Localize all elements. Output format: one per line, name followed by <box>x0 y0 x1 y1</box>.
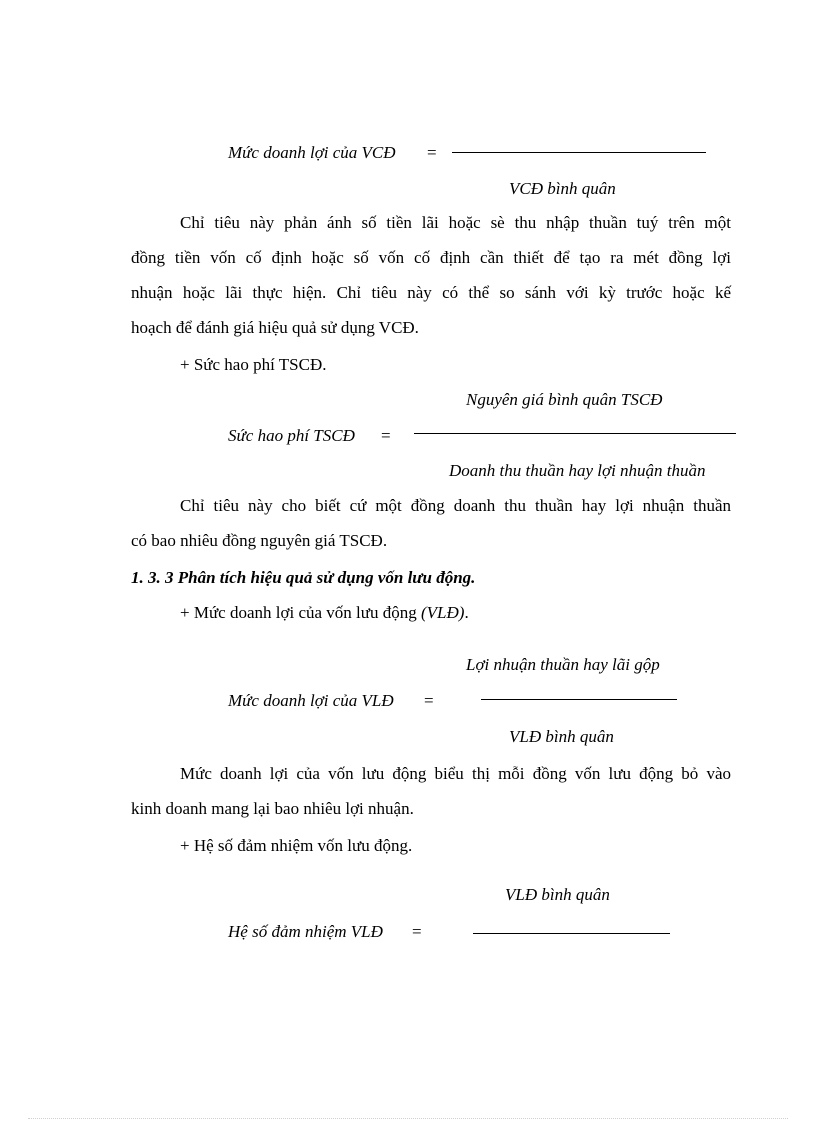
formula-denominator: VLĐ bình quân <box>509 727 614 746</box>
bullet-item: + Hệ số đảm nhiệm vốn lưu động. <box>180 836 413 855</box>
bullet-end: . <box>464 603 469 622</box>
fraction-bar <box>481 699 677 700</box>
formula-label: Mức doanh lợi của VCĐ <box>228 143 396 162</box>
formula-label: Sức hao phí TSCĐ <box>228 426 355 445</box>
paragraph-line: Chỉ tiêu này cho biết cứ một đồng doanh thu thuần hay lợi nhuận thuần <box>180 496 731 515</box>
formula-denominator: Doanh thu thuần hay lợi nhuận thuần <box>449 461 706 480</box>
equals-sign: = <box>412 922 422 941</box>
formula-numerator: Lợi nhuận thuần hay lãi gộp <box>466 655 660 674</box>
equals-sign: = <box>381 426 391 445</box>
bullet-text: + Mức doanh lợi của vốn lưu động <box>180 603 421 622</box>
bullet-item: + Sức hao phí TSCĐ. <box>180 355 327 374</box>
fraction-bar <box>414 433 736 434</box>
fraction-bar <box>452 152 706 153</box>
formula-label: Mức doanh lợi của VLĐ <box>228 691 394 710</box>
formula-denominator: VCĐ bình quân <box>509 179 616 198</box>
formula-label: Hệ số đảm nhiệm VLĐ <box>228 922 383 941</box>
paragraph-line: đồng tiền vốn cố định hoặc số vốn cố định cần thiết để tạo ra mét đồng lợi <box>131 248 731 267</box>
paragraph-line: Mức doanh lợi của vốn lưu động biểu thị mỗi đồng vốn lưu động bỏ vào <box>180 764 731 783</box>
paragraph-line: có bao nhiêu đồng nguyên giá TSCĐ. <box>131 531 388 550</box>
formula-numerator: Nguyên giá bình quân TSCĐ <box>466 390 663 409</box>
equals-sign: = <box>427 143 437 162</box>
paragraph-line: nhuận hoặc lãi thực hiện. Chỉ tiêu này có thể so sánh với kỳ trước hoặc kế <box>131 283 731 302</box>
paragraph-line: hoạch để đánh giá hiệu quả sử dụng VCĐ. <box>131 318 419 337</box>
paragraph-line: Chỉ tiêu này phản ánh số tiền lãi hoặc sè thu nhập thuần tuý trên một <box>180 213 731 232</box>
equals-sign: = <box>424 691 434 710</box>
paragraph-line: kinh doanh mang lại bao nhiêu lợi nhuận. <box>131 799 414 818</box>
section-heading: 1. 3. 3 Phân tích hiệu quả sử dụng vốn lưu động. <box>131 568 476 587</box>
bullet-abbr: (VLĐ) <box>420 603 465 622</box>
formula-numerator: VLĐ bình quân <box>505 885 610 904</box>
fraction-bar <box>473 933 670 934</box>
page-bottom-border <box>28 1118 788 1119</box>
bullet-item <box>180 603 469 623</box>
